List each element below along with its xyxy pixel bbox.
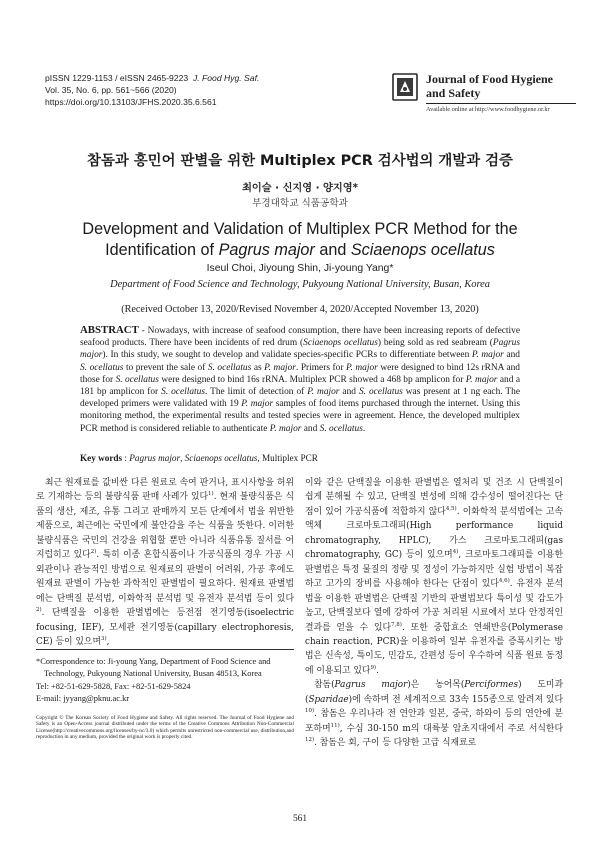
- email-link[interactable]: E-mail: jyyang@pknu.ac.kr: [36, 693, 130, 703]
- footnote-divider: [36, 649, 294, 650]
- issn: pISSN 1229-1153 / eISSN 2465-9223: [45, 73, 189, 83]
- korean-authors: 최이슬 · 신지영 · 양지영*: [242, 183, 358, 194]
- journal-abbrev: J. Food Hyg. Saf.: [192, 73, 260, 83]
- keywords: Key words : Pagrus major, Sciaenops ocellatus, Multiplex PCR: [80, 453, 318, 463]
- abstract-heading: ABSTRACT: [80, 324, 139, 336]
- english-title: Development and Validation of Multiplex PCR Method for the Identification of Pagrus major and Sciaenops ocellatus: [82, 220, 518, 259]
- volume-line: Vol. 35, No. 6, pp. 561~566 (2020): [45, 85, 177, 95]
- journal-name: Journal of Food Hygiene and Safety: [426, 72, 554, 100]
- doi[interactable]: https://doi.org/10.13103/JFHS.2020.35.6.561: [45, 97, 217, 107]
- korean-title: 참돔과 홍민어 판별을 위한 Multiplex PCR 검사법의 개발과 검증: [87, 153, 513, 169]
- correspondence: *Correspondence to: Ji-young Yang, Department of Food Science and Technology, Pukyoung National University, Busan 48513, Korea Tel: +82-51-629-5828, Fax: +82-51-629-5824 E-mail: jyyang@pknu.ac.kr: [36, 656, 294, 705]
- available-online[interactable]: Available online at http://www.foodhygiene.or.kr: [426, 106, 550, 113]
- korean-affiliation: 부경대학교 식품공학과: [252, 198, 348, 209]
- paragraph: 최근 원재료를 값비싼 다른 원료로 속여 판거나, 표시사항을 허위로 기재하는 등의 불량식품 판매 사례가 있다$^{1)}$. 현재 불량식품은 식품의 생산, 제조, 유통 그리고 판매까지 모든 단계에서 법을 위반한 제품으로, 최근에는 국민에게 불안감을 주는 식품을 뜻한다. 이러한 불량식품은 국민의 건강을 위협할 뿐만 아니라 식품유통 질서를 어지럽히고 있다$^{2)}$. 특히 이종 혼합식품이나 가공식품의 경우 가공 시 외관이나 관능적인 방법으로 원재료의 판별이 어려워, 가공 후에도 원재료 판별이 가능한 과학적인 판별법이 필요하다. 원재료 판별법에는 단백질 분석법, 이화학적 분석법 및 유전자 분석법 등이 있다$^{2)}$. 단백질을 이용한 판별법에는 등전점 전기영동(isoelectric focusing, IEF), 모세관 전기영동(capillary electrophoresis, CE) 등이 있으며$^{3)}$,: [36, 478, 294, 647]
- page-number: 561: [292, 814, 308, 824]
- paragraph: 이와 같은 단백질을 이용한 판별법은 열처리 및 건조 시 단백질이 쉽게 분해될 수 있고, 단백질 변성에 의해 감수성이 떨어진다는 단점이 있어 가공식품에 적합하지 않다$^{4,5)}$. 이화학적 분석법에는 고속 액체 크로마토그래피(High performance liquid chromatography, HPLC), 가스 크로마토그래피(gas chromatography, GC) 등이 있으며$^{4)}$, 크로마토그래피를 이용한 판별법은 특정 물질의 정량 및 정성이 가능하지만 실험 방법이 복잡하고 고가의 장비를 사용해야 한다는 단점이 있다$^{4,6)}$. 유전자 분석법을 이용한 판별법은 단백질 기반의 판별법보다 특이성 및 감도가 높고, 단백질보다 열에 강하여 가공 처리된 시료에서 보다 안정적인 결과를 얻을 수 있다$^{7,8)}$. 또한 중합효소 연쇄반응(Polymerase chain reaction, PCR)을 이용하여 일부 유전자를 증폭시키는 방법은 신속성, 특이도, 민감도, 간편성 등이 우수하여 식품 원료 동정에 이용되고 있다$^{9)}$.: [305, 478, 564, 676]
- english-authors: Iseul Choi, Jiyoung Shin, Ji-young Yang*: [206, 263, 394, 274]
- english-affiliation: Department of Food Science and Technology, Pukyoung National University, Busan, Korea: [110, 279, 490, 290]
- received-dates: (Received October 13, 2020/Revised November 4, 2020/Accepted November 13, 2020): [121, 304, 479, 315]
- abstract: ABSTRACT - Nowadays, with increase of seafood consumption, there have been increasing reports of defective seafood products. There have been incidents of red drum (Sciaenops ocellatus) being sold as red seabream (Pagrus major). In this study, we sought to develop and validate species-specific PCRs to differentiate between P. major and S. ocellatus to prevent the sale of S. ocellatus as P. major. Primers for P. major were designed to bind 12s rRNA and those for S. ocellatus were designed to bind 16s rRNA. Multiplex PCR showed a 468 bp amplicon for P. major and a 181 bp amplicon for S. ocellatus. The limit of detection of P. major and S. ocellatus was present at 1 ng each. The developed primers were validated with 19 P. major samples of food items purchased through the internet. Using this monitoring method, the experimental results and tested species were in agreement. Hence, the developed multiplex PCR method is considered reliable to authenticate P. major and S. ocellatus.: [80, 324, 520, 434]
- body-column-left: [36, 476, 294, 649]
- journal-divider: [426, 103, 576, 104]
- journal-meta: [45, 72, 335, 108]
- journal-logo-icon: [392, 72, 420, 102]
- copyright-notice: Copyright © The Korean Society of Food Hygiene and Safety. All rights reserved. The Journal of Food Hygiene and Safety is an Open-Access journal distributed under the terms of the Creative Commons Attribution Non-Commercial License(http://creativecommons.org/licenses/by-nc/3.0) which permits unrestricted non-commercial use, distribution,and reproduction in any medium, provided the original work is properly cited.: [36, 715, 294, 740]
- body-column-right: [305, 476, 563, 751]
- paragraph: 참돔(Pagrus major)은 농어목(Perciformes) 도미과(Sparidae)에 속하며 전 세계적으로 33속 155종으로 알려져 있다$^{10)}$. 참돔은 우리나라 전 연안과 일본, 중국, 하와이 등의 연안에 분포하며$^{11)}$, 수심 30-150 m의 대륙붕 암초지대에서 주로 서식한다$^{12)}$. 참돔은 회, 구이 등 다양한 고급 식재료로: [305, 680, 564, 749]
